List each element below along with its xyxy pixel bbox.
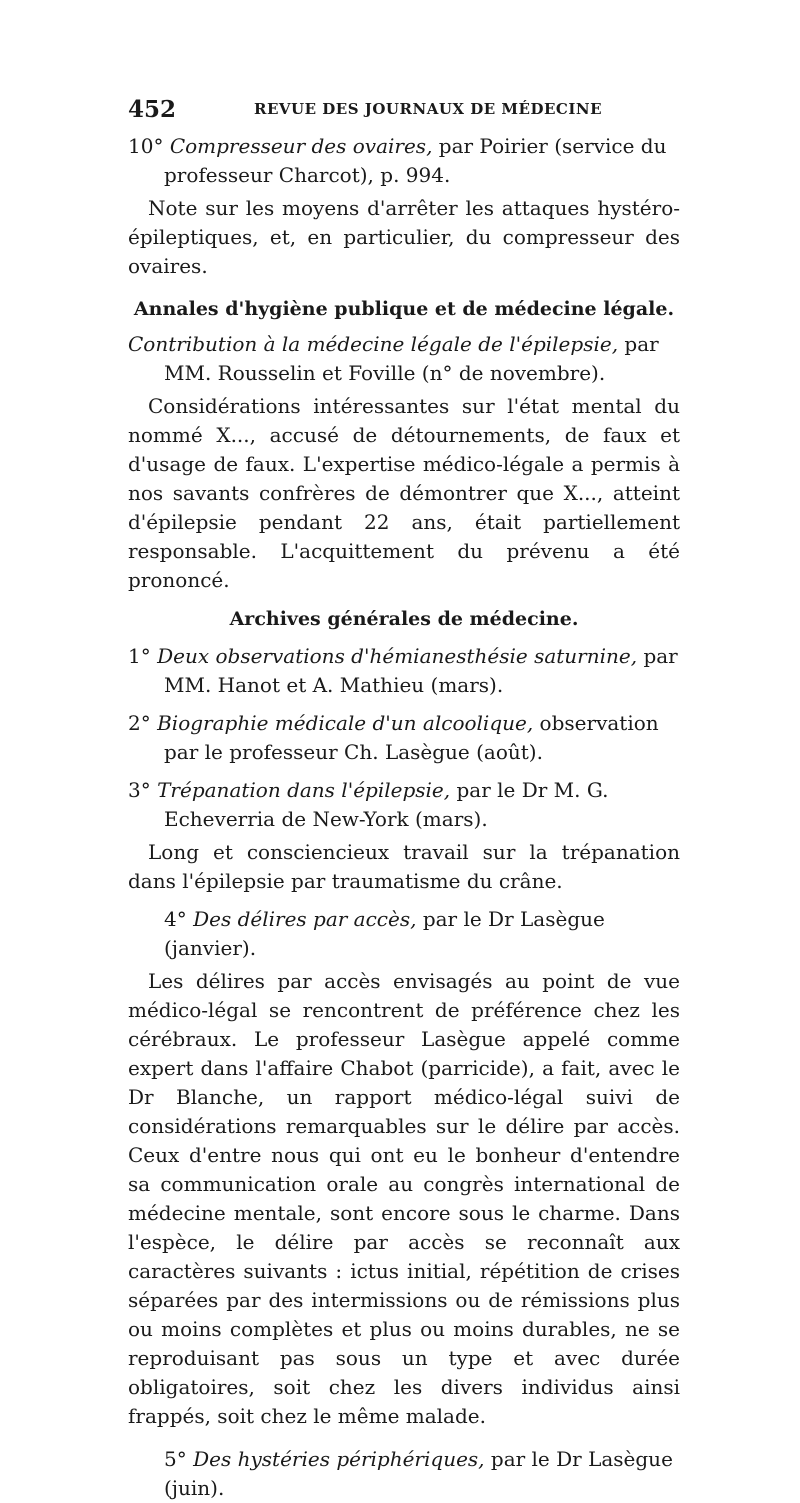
entry-title: Des hystéries périphériques, bbox=[193, 1447, 485, 1471]
entry-title: Contribution à la médecine légale de l'épilepsie, bbox=[128, 332, 619, 356]
entry-number: 1° bbox=[128, 644, 151, 668]
entry-10-note: Note sur les moyens d'arrêter les attaques hystéro-épileptiques, et, en particulier, du compresseur des ovaires. bbox=[128, 196, 680, 278]
entry-contribution bbox=[128, 330, 680, 388]
entry-details: par le Dr Lasègue (janvier). bbox=[164, 907, 605, 960]
section-title-annales: Annales d'hygiène publique et de médecine légale. bbox=[133, 298, 675, 320]
entry-number: 10° bbox=[128, 134, 164, 158]
entry-number: 5° bbox=[164, 1447, 187, 1471]
entry-1-hemianesthesie bbox=[128, 642, 680, 700]
page-body bbox=[128, 132, 680, 1503]
entry-title: Des délires par accès, bbox=[193, 907, 417, 931]
entry-details: par le Dr M. G. Echeverria de New-York (mars). bbox=[164, 778, 609, 831]
entry-number: 4° bbox=[164, 907, 187, 931]
entry-details: par MM. Hanot et A. Mathieu (mars). bbox=[164, 644, 678, 697]
entry-title: Biographie médicale d'un alcoolique, bbox=[157, 711, 534, 735]
entry-2-biographie bbox=[128, 709, 680, 767]
paragraph-delires: Les délires par accès envisagés au point de vue médico-légal se rencontrent de préférence chez les cérébraux. Le professeur Lasègue appelé comme expert dans l'affaire Chabot (parricide), a fait, avec le Dr Blanche, un rapport médico-légal suivi de considérations remarquables sur le délire par accès. Ceux d'entre nous qui ont eu le bonheur d'entendre sa communication orale au congrès international de médecine mentale, sont encore sous le charme. Dans l'espèce, le délire par accès se reconnaît aux caractères suivants : ictus initial, répétition de crises séparées par des intermissions ou de rémissions plus ou moins complètes et plus ou moins durables, ne se reproduisant pas sous un type et avec durée obligatoires, soit chez les divers individus ainsi frappés, soit chez le même malade. bbox=[128, 969, 680, 1428]
entry-4-delires bbox=[128, 905, 680, 963]
section-title-archives: Archives générales de médecine. bbox=[229, 608, 579, 630]
entry-5-hysteries bbox=[128, 1445, 680, 1503]
entry-details: par MM. Rousselin et Foville (n° de novembre). bbox=[164, 332, 659, 385]
page-number: 452 bbox=[128, 96, 177, 123]
paragraph-trepanation: Long et consciencieux travail sur la trépanation dans l'épilepsie par traumatisme du crâne. bbox=[128, 840, 680, 893]
entry-3-trepanation bbox=[128, 776, 680, 834]
running-head: REVUE DES JOURNAUX DE MÉDECINE bbox=[254, 100, 603, 118]
paragraph-considerations: Considérations intéressantes sur l'état mental du nommé X..., accusé de détournements, de faux et d'usage de faux. L'expertise médico-légale a permis à nos savants confrères de démontrer que X..., atteint d'épilepsie pendant 22 ans, était partiellement responsable. L'acquittement du prévenu a été prononcé. bbox=[128, 394, 680, 592]
entry-details: par le Dr Lasègue (juin). bbox=[164, 1447, 673, 1500]
entry-title: Trépanation dans l'épilepsie, bbox=[157, 778, 451, 802]
entry-number: 3° bbox=[128, 778, 151, 802]
entry-title: Compresseur des ovaires, bbox=[169, 134, 433, 158]
entry-details: observation par le professeur Ch. Lasègue (août). bbox=[164, 711, 659, 764]
entry-details: par Poirier (service du professeur Charcot), p. 994. bbox=[164, 134, 667, 187]
page-header bbox=[128, 96, 680, 124]
entry-10-compresseur bbox=[128, 132, 680, 190]
entry-title: Deux observations d'hémianesthésie saturnine, bbox=[157, 644, 638, 668]
entry-number: 2° bbox=[128, 711, 151, 735]
